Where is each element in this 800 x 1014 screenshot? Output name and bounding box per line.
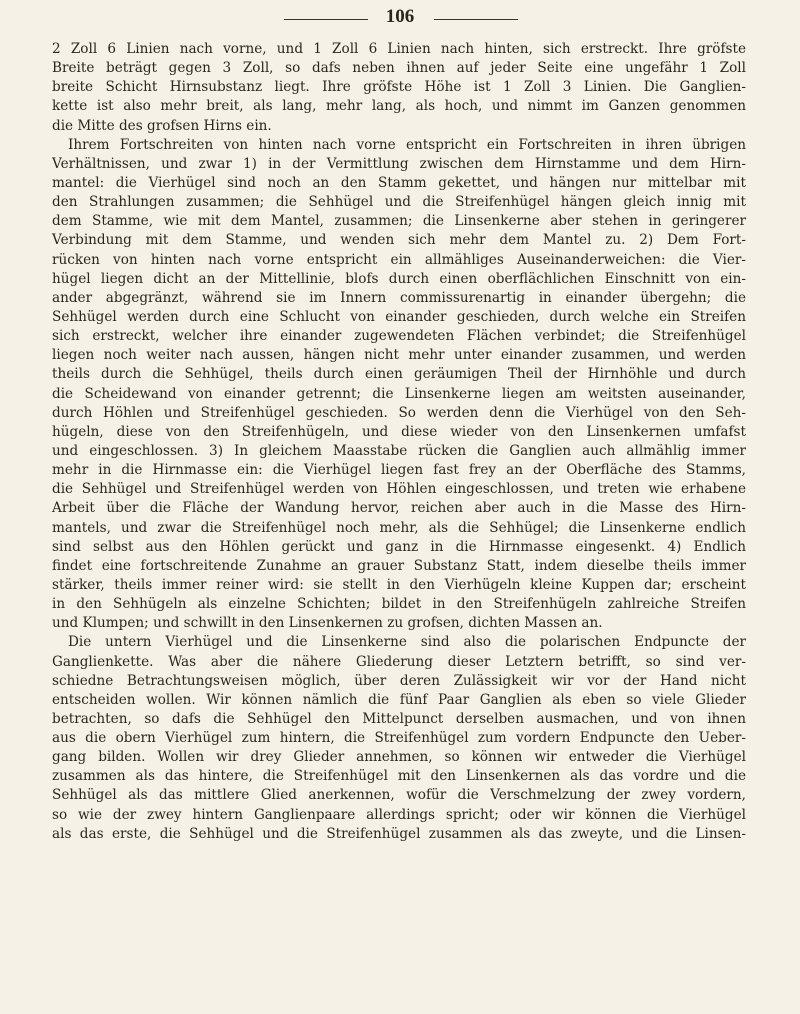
text-line: als das erste, die Sehhügel und die Streifenhügel zusammen als das zweyte, und die Linsen- — [52, 825, 746, 842]
text-line: den Strahlungen zusammen; die Sehhügel und die Streifenhügel hängen gleich innig mit — [52, 194, 746, 211]
text-line: dem Stamme, wie mit dem Mantel, zusammen; die Linsenkerne aber stehen in geringerer — [52, 213, 746, 230]
text-line: Arbeit über die Fläche der Wandung hervor, reichen aber auch in die Masse des Hirn- — [52, 500, 746, 517]
text-line: ander abgegränzt, während sie im Innern commissurenartig in einander übergehn; die — [52, 289, 746, 306]
text-line: Ganglienkette. Was aber die nähere Gliederung dieser Letztern betrifft, so sind ver- — [52, 653, 746, 670]
text-line: mantel: die Vierhügel sind noch an den Stamm gekettet, und hängen nur mittelbar mit — [52, 174, 746, 191]
text-line: liegen noch weiter nach aussen, hängen nicht mehr unter einander zusammen, und werden — [52, 347, 746, 364]
text-line: in den Sehhügeln als einzelne Schichten; bildet in den Streifenhügeln zahlreiche Streifen — [52, 596, 746, 613]
text-line: so wie der zwey hintern Ganglienpaare allerdings spricht; oder wir können die Vierhügel — [52, 806, 746, 823]
text-line: findet eine fortschreitende Zunahme an grauer Substanz Statt, indem dieselbe theils immer — [52, 557, 746, 574]
book-page — [52, 0, 748, 1014]
text-line: die Mitte des grofsen Hirns ein. — [52, 117, 272, 134]
text-line: stärker, theils immer reiner wird: sie stellt in den Vierhügeln kleine Kuppen dar; erscheint — [52, 576, 746, 593]
text-line: Sehhügel werden durch eine Schlucht von einander geschieden, durch welche ein Streifen — [52, 308, 746, 325]
page-number: 106 — [385, 6, 415, 27]
text-line: kette ist also mehr breit, als lang, mehr lang, als hoch, und nimmt im Ganzen genommen — [52, 98, 746, 115]
text-line: Ihrem Fortschreiten von hinten nach vorne entspricht ein Fortschreiten in ihren übrigen — [68, 136, 746, 153]
text-line: sind selbst aus den Höhlen gerückt und ganz in die Hirnmasse eingesenkt. 4) Endlich — [52, 538, 746, 555]
text-line: entscheiden wollen. Wir können nämlich die fünf Paar Ganglien als eben so viele Glieder — [52, 691, 746, 708]
text-line: breite Schicht Hirnsubstanz liegt. Ihre gröfste Höhe ist 1 Zoll 3 Linien. Die Ganglien- — [52, 79, 746, 96]
text-line: aus die obern Vierhügel zum hintern, die Streifenhügel zum vordern Endpuncte den Ueber- — [52, 730, 746, 747]
text-line: Sehhügel als das mittlere Glied anerkennen, wofür die Verschmelzung der zwey vordern, — [52, 787, 746, 804]
text-line: schiedne Betrachtungsweisen möglich, über deren Zulässigkeit wir vor der Hand nicht — [52, 672, 746, 689]
text-line: gang bilden. Wollen wir drey Glieder annehmen, so können wir entweder die Vierhügel — [52, 749, 746, 766]
text-line: die Scheidewand von einander getrennt; die Linsenkerne liegen am weitsten auseinander, — [52, 385, 746, 402]
header-rule-right — [434, 19, 518, 20]
body-text — [52, 40, 746, 844]
text-line: Verbindung mit dem Stamme, und wenden sich mehr dem Mantel zu. 2) Dem Fort- — [52, 232, 746, 249]
text-line: sich erstreckt, welcher ihre einander zugewendeten Flächen verbindet; die Streifenhügel — [52, 328, 746, 345]
text-line: und eingeschlossen. 3) In gleichem Maasstabe rücken die Ganglien auch allmählig immer — [52, 442, 746, 459]
text-line: hügel liegen dicht an der Mittellinie, blofs durch einen oberflächlichen Einschnitt von ein- — [52, 270, 746, 287]
text-line: 2 Zoll 6 Linien nach vorne, und 1 Zoll 6 Linien nach hinten, sich erstreckt. Ihre gröfste — [52, 41, 746, 57]
text-line: Verhältnissen, und zwar 1) in der Vermittlung zwischen dem Hirnstamme und dem Hirn- — [52, 155, 746, 172]
text-line: theils durch die Sehhügel, theils durch einen geräumigen Theil der Hirnhöhle und durch — [52, 366, 746, 383]
text-line: durch Höhlen und Streifenhügel geschieden. So werden denn die Vierhügel von den Seh- — [52, 404, 746, 421]
text-line: Breite beträgt gegen 3 Zoll, so dafs neben ihnen auf jeder Seite eine ungefähr 1 Zoll — [52, 60, 746, 77]
text-line: mehr in die Hirnmasse ein: die Vierhügel liegen fast frey an der Oberfläche des Stamms, — [52, 462, 746, 479]
text-line: betrachten, so dafs die Sehhügel den Mittelpunct derselben ausmachen, und von ihnen — [52, 710, 746, 727]
text-line: mantels, und zwar die Streifenhügel noch mehr, als die Sehhügel; die Linsenkerne endlich — [52, 519, 746, 536]
text-line: rücken von hinten nach vorne entspricht ein allmähliges Auseinanderweichen: die Vier- — [52, 251, 746, 268]
page-header — [52, 5, 748, 29]
text-line: Die untern Vierhügel und die Linsenkerne sind also die polarischen Endpuncte der — [68, 634, 746, 651]
text-line: und Klumpen; und schwillt in den Linsenkernen zu grofsen, dichten Massen an. — [52, 615, 603, 632]
text-line: die Sehhügel und Streifenhügel werden von Höhlen eingeschlossen, und treten wie erhabene — [52, 481, 746, 498]
text-line: zusammen als das hintere, die Streifenhügel mit den Linsenkernen als das vordre und die — [52, 768, 746, 785]
text-line: hügeln, diese von den Streifenhügeln, und diese wieder von den Linsenkernen umfafst — [52, 423, 746, 440]
